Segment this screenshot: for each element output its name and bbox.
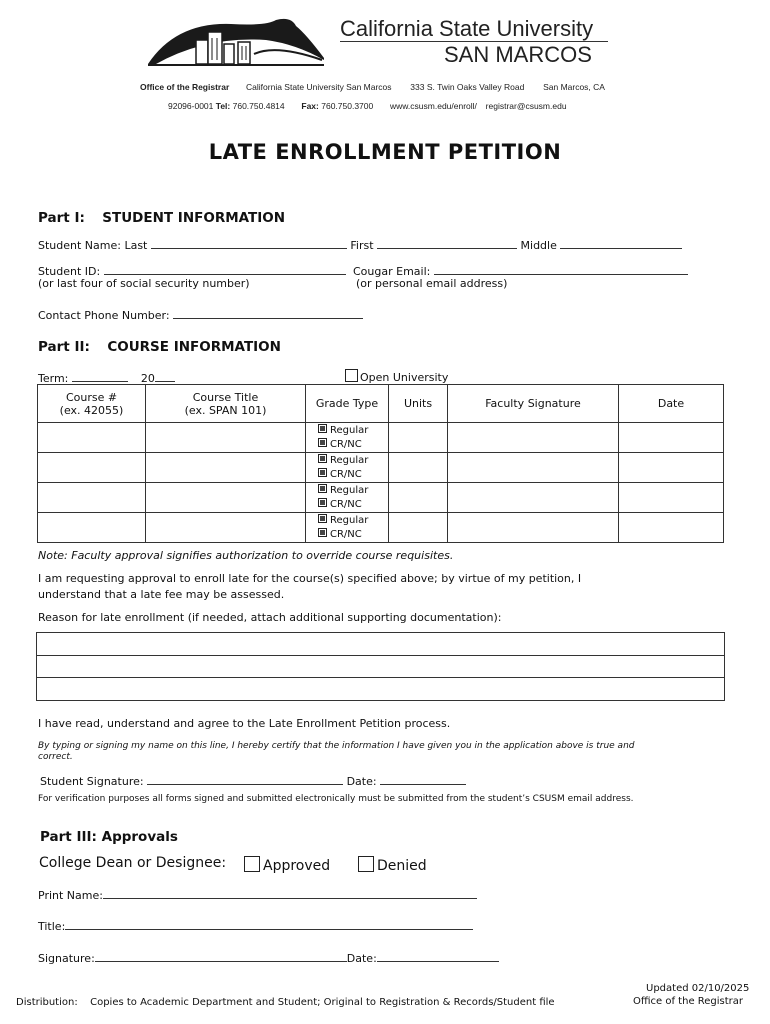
- units-cell[interactable]: [389, 423, 448, 453]
- grade-type-cell: [306, 423, 389, 453]
- course-title-example: (ex. SPAN 101): [184, 403, 267, 417]
- zip: 92096-0001: [168, 101, 214, 111]
- university-full: California State University San Marcos: [246, 82, 392, 92]
- faculty-approval-note: Note: Faculty approval signifies authorization to override course requisites.: [38, 549, 454, 562]
- course-num-example: (ex. 42055): [59, 403, 124, 417]
- approved-option[interactable]: [244, 856, 330, 874]
- certify-line-2: correct.: [38, 752, 73, 762]
- term-field[interactable]: [72, 369, 128, 382]
- city: San Marcos, CA: [543, 82, 605, 92]
- print-name-row: [38, 886, 477, 902]
- csusm-logo: [146, 14, 616, 74]
- grade-option-regular[interactable]: [318, 484, 388, 498]
- term-year-field[interactable]: [155, 369, 175, 382]
- regular-checkbox[interactable]: [318, 484, 327, 493]
- last-name-label: Student Name: Last: [38, 239, 148, 252]
- crnc-checkbox[interactable]: [318, 498, 327, 507]
- middle-name-label: Middle: [520, 239, 557, 252]
- date-cell[interactable]: [619, 453, 724, 483]
- student-name-row: [38, 236, 682, 252]
- open-university-checkbox[interactable]: [345, 369, 358, 382]
- grade-type-cell: [306, 513, 389, 543]
- student-id-note: (or last four of social security number): [38, 277, 250, 290]
- header-address-line: [140, 82, 605, 92]
- cougar-email-label: Cougar Email:: [353, 265, 431, 278]
- phone-label: Contact Phone Number:: [38, 309, 170, 322]
- part2-heading: [38, 339, 281, 355]
- crnc-checkbox[interactable]: [318, 438, 327, 447]
- course-num-header: Course #: [65, 390, 118, 404]
- email-link[interactable]: registrar@csusm.edu: [485, 101, 567, 111]
- fax: 760.750.3700: [321, 101, 374, 111]
- part2-number: Part II:: [38, 339, 90, 355]
- distribution-label: Distribution:: [16, 997, 78, 1008]
- course-title-cell[interactable]: [146, 423, 306, 453]
- table-row: [38, 483, 724, 513]
- regular-label: Regular: [330, 454, 369, 466]
- cougar-email-row: [353, 262, 688, 278]
- course-table-header: [38, 385, 724, 423]
- updated-date: Updated 02/10/2025: [646, 983, 750, 994]
- grade-option-regular[interactable]: [318, 514, 388, 528]
- part2-title: COURSE INFORMATION: [107, 339, 281, 355]
- regular-label: Regular: [330, 424, 369, 436]
- term-row: [38, 369, 175, 385]
- grade-option-crnc[interactable]: [318, 438, 388, 452]
- grade-option-crnc[interactable]: [318, 498, 388, 512]
- date-cell[interactable]: [619, 513, 724, 543]
- student-id-row: [38, 262, 346, 278]
- approver-signature-field[interactable]: [95, 949, 347, 962]
- agreement-statement: I have read, understand and agree to the Late Enrollment Petition process.: [38, 717, 451, 730]
- date-cell[interactable]: [619, 483, 724, 513]
- regular-checkbox[interactable]: [318, 424, 327, 433]
- approver-title-field[interactable]: [65, 917, 473, 930]
- reason-line-2[interactable]: [36, 655, 725, 678]
- crnc-label: CR/NC: [330, 498, 362, 510]
- part1-number: Part I:: [38, 210, 85, 226]
- term-label: Term:: [38, 372, 69, 385]
- course-num-cell[interactable]: [38, 483, 146, 513]
- course-num-cell[interactable]: [38, 423, 146, 453]
- cougar-email-note: (or personal email address): [356, 277, 508, 290]
- approver-title-row: [38, 917, 473, 933]
- distribution-line: [16, 997, 555, 1008]
- crnc-label: CR/NC: [330, 528, 362, 540]
- date-cell[interactable]: [619, 423, 724, 453]
- student-signature-label: Student Signature:: [40, 775, 144, 788]
- col-course-title: [146, 385, 306, 423]
- street-address: 333 S. Twin Oaks Valley Road: [410, 82, 525, 92]
- table-row: [38, 453, 724, 483]
- course-num-cell[interactable]: [38, 513, 146, 543]
- faculty-signature-cell[interactable]: [448, 513, 619, 543]
- denied-option[interactable]: [358, 856, 427, 874]
- phone-row: [38, 306, 363, 322]
- verification-note: For verification purposes all forms signed and submitted electronically must be submitted from the student’s CSUSM email address.: [38, 794, 634, 804]
- student-id-field[interactable]: [104, 262, 346, 275]
- certify-line-1: By typing or signing my name on this line, I hereby certify that the information I have given you in the application above is true and: [38, 741, 635, 751]
- faculty-signature-header: Faculty Signature: [448, 385, 619, 423]
- faculty-signature-cell[interactable]: [448, 483, 619, 513]
- course-table: [37, 384, 724, 543]
- student-signature-field[interactable]: [147, 772, 343, 785]
- request-statement-line2: understand that a late fee may be assessed.: [38, 588, 285, 601]
- denied-checkbox[interactable]: [358, 856, 374, 872]
- faculty-signature-cell[interactable]: [448, 423, 619, 453]
- fax-label: Fax:: [301, 101, 319, 111]
- approver-signature-row: [38, 949, 499, 965]
- middle-name-field[interactable]: [560, 236, 682, 249]
- first-name-field[interactable]: [377, 236, 517, 249]
- university-name: California State University: [340, 16, 594, 41]
- approved-label: Approved: [263, 858, 331, 874]
- campus-skyline-icon: [146, 14, 326, 74]
- grade-option-regular[interactable]: [318, 454, 388, 468]
- website-link[interactable]: www.csusm.edu/enroll/: [389, 101, 477, 111]
- date-header: Date: [619, 385, 724, 423]
- part1-heading: [38, 210, 285, 226]
- course-title-cell[interactable]: [146, 513, 306, 543]
- cougar-email-field[interactable]: [434, 262, 688, 275]
- grade-option-crnc[interactable]: [318, 528, 388, 542]
- units-cell[interactable]: [389, 513, 448, 543]
- table-row: [38, 423, 724, 453]
- crnc-label: CR/NC: [330, 468, 362, 480]
- course-title-cell[interactable]: [146, 483, 306, 513]
- campus-name: SAN MARCOS: [444, 42, 592, 67]
- crnc-checkbox[interactable]: [318, 528, 327, 537]
- print-name-label: Print Name:: [38, 889, 103, 902]
- grade-type-header: Grade Type: [306, 385, 389, 423]
- first-name-label: First: [350, 239, 374, 252]
- approver-date-field[interactable]: [377, 949, 499, 962]
- reason-line-1[interactable]: [36, 632, 725, 656]
- course-title-header: Course Title: [192, 390, 259, 404]
- grade-option-regular[interactable]: [318, 424, 388, 438]
- regular-checkbox[interactable]: [318, 514, 327, 523]
- distribution-text: Copies to Academic Department and Student; Original to Registration & Records/Student file: [90, 997, 555, 1008]
- student-id-label: Student ID:: [38, 265, 101, 278]
- crnc-label: CR/NC: [330, 438, 362, 450]
- col-course-num: [38, 385, 146, 423]
- student-signature-row: [40, 772, 466, 788]
- form-title: LATE ENROLLMENT PETITION: [208, 140, 562, 164]
- student-date-field[interactable]: [380, 772, 466, 785]
- office-name: Office of the Registrar: [140, 82, 230, 92]
- header-contact-line: [168, 101, 567, 111]
- term-year-prefix: 20: [140, 372, 155, 385]
- tel: 760.750.4814: [232, 101, 285, 111]
- approved-checkbox[interactable]: [244, 856, 260, 872]
- course-num-cell[interactable]: [38, 453, 146, 483]
- regular-checkbox[interactable]: [318, 454, 327, 463]
- approver-date-label: Date:: [346, 952, 377, 965]
- grade-type-cell: [306, 453, 389, 483]
- units-cell[interactable]: [389, 483, 448, 513]
- approver-signature-label: Signature:: [38, 952, 95, 965]
- regular-label: Regular: [330, 514, 369, 526]
- tel-label: Tel:: [215, 101, 231, 111]
- dean-label: College Dean or Designee:: [39, 855, 227, 871]
- faculty-signature-cell[interactable]: [448, 453, 619, 483]
- footer-office: Office of the Registrar: [633, 996, 744, 1007]
- denied-label: Denied: [377, 858, 427, 874]
- student-date-label: Date:: [346, 775, 377, 788]
- units-cell[interactable]: [389, 453, 448, 483]
- part1-title: STUDENT INFORMATION: [102, 210, 286, 226]
- grade-option-crnc[interactable]: [318, 468, 388, 482]
- request-statement-line1: I am requesting approval to enroll late for the course(s) specified above; by virtue of my petition, I: [38, 572, 582, 585]
- grade-type-cell: [306, 483, 389, 513]
- crnc-checkbox[interactable]: [318, 468, 327, 477]
- last-name-field[interactable]: [151, 236, 347, 249]
- part3-heading: Part III: Approvals: [40, 829, 178, 845]
- course-title-cell[interactable]: [146, 453, 306, 483]
- approver-title-label: Title:: [38, 920, 66, 933]
- phone-field[interactable]: [173, 306, 363, 319]
- reason-line-3[interactable]: [36, 678, 725, 701]
- table-row: [38, 513, 724, 543]
- open-university-label: Open University: [360, 371, 449, 384]
- open-university-option[interactable]: [345, 369, 448, 384]
- reason-label: Reason for late enrollment (if needed, attach additional supporting documentation):: [38, 611, 502, 624]
- print-name-field[interactable]: [103, 886, 477, 899]
- regular-label: Regular: [330, 484, 369, 496]
- units-header: Units: [389, 385, 448, 423]
